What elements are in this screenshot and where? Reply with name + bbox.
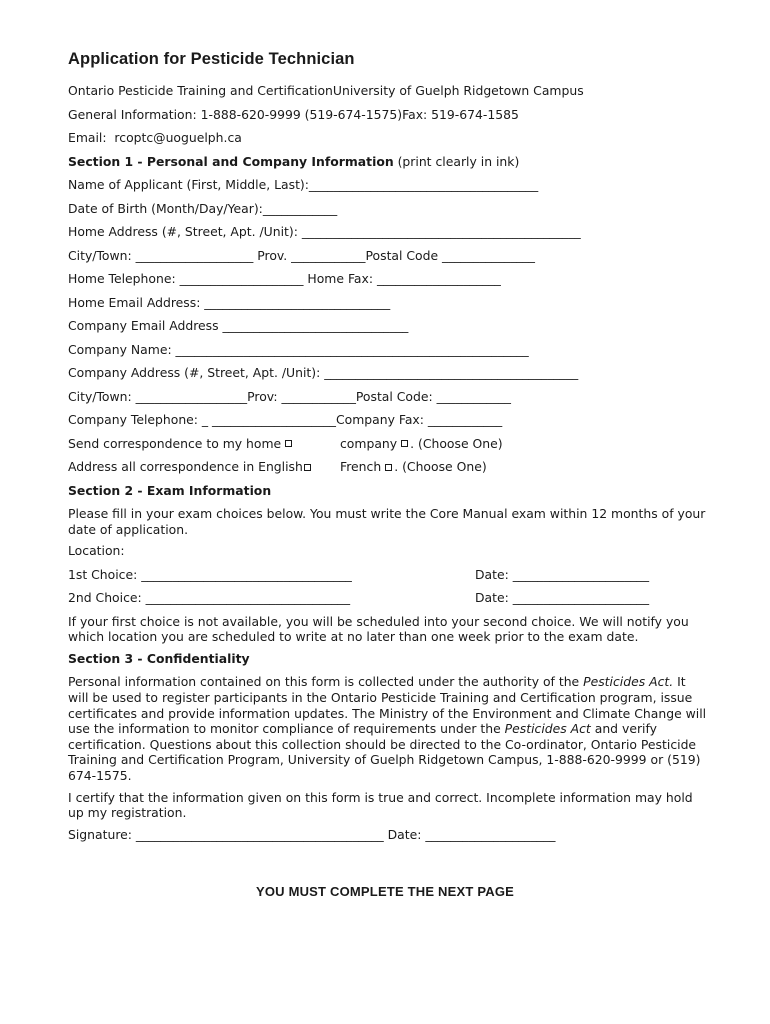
send-correspondence-company-option[interactable]: [340, 436, 503, 451]
section3-heading: Section 3 - Confidentiality: [68, 650, 250, 666]
section1-note: (print clearly in ink): [393, 153, 520, 169]
confidentiality-text-b: It will be used to register participants in the Ontario Pesticide Training and Certification program, issue certificates and provide information updates. The Ministry of the Environment and Climate Change will use the information to monitor compliance of requirements under the: [68, 674, 707, 737]
choose-one-label: . (Choose One): [410, 435, 503, 451]
applicant-name-field[interactable]: Name of Applicant (First, Middle, Last):_____________________________________: [68, 177, 539, 192]
next-page-notice: YOU MUST COMPLETE THE NEXT PAGE: [255, 884, 515, 899]
act-name-2: Pesticides Act: [504, 721, 591, 737]
english-checkbox[interactable]: [304, 464, 311, 471]
confidentiality-text-a: Personal information contained on this form is collected under the authority of the: [68, 674, 584, 690]
act-name: Pesticides Act.: [583, 674, 674, 690]
second-choice-date-field[interactable]: Date: ______________________: [475, 590, 650, 606]
certification-statement: I certify that the information given on this form is true and correct. Incomplete information may hold up my registration.: [68, 789, 693, 821]
company-name-field[interactable]: Company Name: _________________________________________________________: [68, 341, 529, 357]
general-info-line: General Information: 1-888-620-9999 (519-674-1575)Fax: 519-674-1585: [68, 106, 519, 122]
first-choice-row: [68, 567, 708, 582]
company-address-field[interactable]: Company Address (#, Street, Apt. /Unit): _________________________________________: [68, 365, 579, 380]
dob-field[interactable]: Date of Birth (Month/Day/Year):____________: [68, 200, 338, 216]
first-choice-date-field[interactable]: Date: ______________________: [475, 566, 650, 582]
company-option-label: company: [340, 435, 398, 451]
section1-heading: [68, 154, 708, 169]
send-correspondence-label: Send correspondence to my home: [68, 435, 282, 451]
french-checkbox[interactable]: [385, 464, 392, 471]
section2-heading: Section 2 - Exam Information: [68, 482, 272, 498]
company-phone-fax-field[interactable]: Company Telephone: _ ____________________Company Fax: ____________: [68, 412, 503, 427]
home-city-prov-postal-field[interactable]: City/Town: ___________________ Prov. ____________Postal Code _______________: [68, 247, 535, 263]
language-label: Address all correspondence in English: [68, 459, 303, 474]
location-label: Location:: [68, 543, 125, 559]
application-form: [68, 50, 708, 842]
language-row: [68, 459, 708, 474]
org-line: Ontario Pesticide Training and CertificationUniversity of Guelph Ridgetown Campus: [68, 83, 584, 98]
home-email-field[interactable]: Home Email Address: ______________________________: [68, 294, 391, 310]
send-correspondence-home-option[interactable]: [68, 436, 294, 451]
company-city-prov-postal-field[interactable]: City/Town: __________________Prov: ____________Postal Code: ____________: [68, 388, 511, 404]
company-email-field[interactable]: Company Email Address ______________________________: [68, 318, 409, 333]
home-phone-fax-field[interactable]: Home Telephone: ____________________ Home Fax: ____________________: [68, 271, 501, 286]
send-correspondence-row: [68, 436, 708, 451]
page-title: Application for Pesticide Technician: [68, 50, 355, 68]
french-label: French: [340, 459, 382, 474]
company-checkbox[interactable]: [401, 440, 408, 447]
english-option[interactable]: [68, 459, 313, 474]
first-choice-field[interactable]: 1st Choice: __________________________________: [68, 566, 352, 582]
french-option[interactable]: [340, 459, 487, 474]
confidentiality-paragraph: [68, 674, 708, 783]
section1-title: Section 1 - Personal and Company Information: [68, 153, 394, 169]
email-line: Email: rcoptc@uoguelph.ca: [68, 130, 242, 145]
home-checkbox[interactable]: [285, 440, 292, 447]
home-address-field[interactable]: Home Address (#, Street, Apt. /Unit): _____________________________________________: [68, 224, 581, 239]
choose-one-label: . (Choose One): [394, 459, 487, 474]
confidentiality-text-c: and verify certification. Questions about this collection should be directed to the Co-ordinator, Ontario Pesticide Training and Certification Program, University of Guelph Ridgetown Campus, 1-888-620-9999 or (519) 674-1575.: [68, 721, 701, 783]
signature-date-field[interactable]: Signature: ________________________________________ Date: _____________________: [68, 826, 556, 842]
second-choice-field[interactable]: 2nd Choice: _________________________________: [68, 590, 351, 606]
second-choice-row: [68, 590, 708, 605]
exam-scheduling-note: If your first choice is not available, you will be scheduled into your second choice. We will notify you which location you are scheduled to write at no later than one week prior to the exam date.: [68, 613, 689, 645]
exam-instructions: Please fill in your exam choices below. You must write the Core Manual exam within 12 months of your date of application.: [68, 506, 706, 537]
